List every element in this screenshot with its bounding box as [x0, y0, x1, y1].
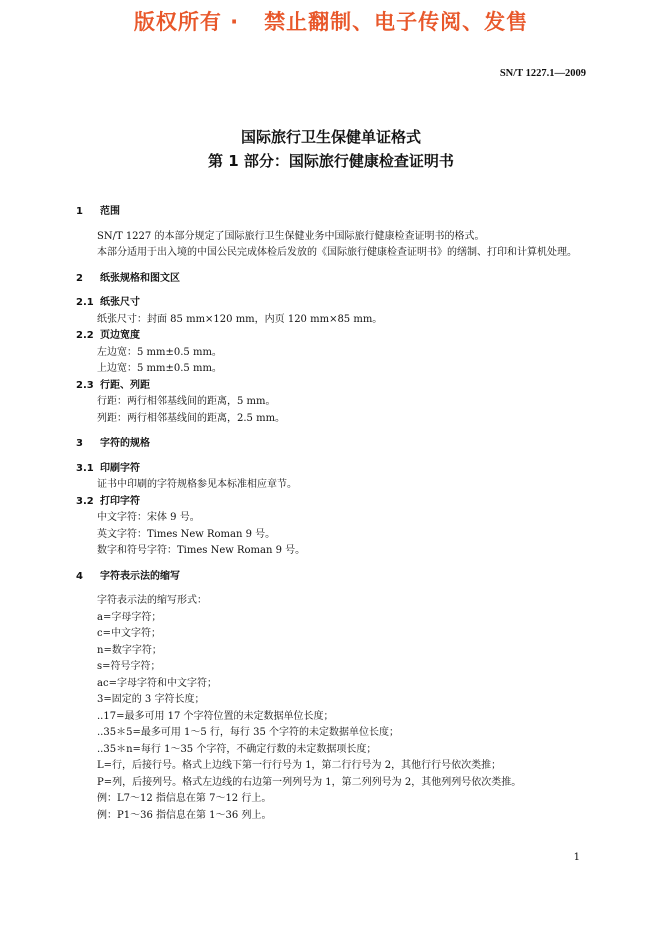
section-1-heading	[76, 204, 596, 221]
text-line: ..17=最多可用 17 个字符位置的未定数据单位长度；	[97, 710, 334, 722]
text-line: 上边宽：5 mm±0.5 mm。	[97, 363, 222, 374]
subsection-title: 页边宽度	[100, 330, 140, 341]
section-number: 1	[76, 206, 83, 217]
text-line: 英文字符：Times New Roman 9 号。	[97, 528, 276, 540]
subsection-number: 2.1	[76, 297, 94, 308]
standard-code: SN/T 1227.1—2009	[499, 68, 586, 79]
subsection-number: 2.3	[76, 379, 94, 391]
subsection-number: 3.1	[76, 462, 94, 474]
text-line: s=符号字符；	[97, 661, 161, 672]
text-line: ..35＊n=每行 1～35 个字符，不确定行数的未定数据项长度；	[97, 743, 377, 755]
section-title: 字符表示法的缩写	[100, 570, 180, 582]
text-line: c=中文字符；	[97, 628, 161, 639]
section-number: 4	[76, 570, 83, 582]
subsection-number: 3.2	[76, 495, 94, 507]
text-line: n=数字字符；	[97, 644, 162, 656]
section-4-heading	[76, 569, 596, 586]
text-line: 证书中印刷的字符规格参见本标准相应章节。	[97, 479, 297, 490]
page-number: 1	[573, 852, 580, 863]
section-number: 3	[76, 438, 83, 449]
paragraph: SN/T 1227 的本部分规定了国际旅行卫生保健业务中国际旅行健康检查证明书的格式。	[97, 230, 485, 242]
text-line: ..35＊5=最多可用 1～5 行，每行 35 个字符的未定数据单位长度；	[97, 727, 399, 738]
text-line: 3=固定的 3 字符长度；	[97, 694, 205, 705]
text-line: ac=字母字符和中文字符；	[97, 677, 217, 689]
text-line: P=列，后接列号。格式左边线的右边第一列列号为 1，第二列列号为 2，其他列列号依次类推。	[97, 776, 522, 788]
text-line: 左边宽：5 mm±0.5 mm。	[97, 346, 222, 358]
section-3-heading	[76, 436, 596, 453]
text-line: 中文字符：宋体 9 号。	[97, 512, 200, 523]
section-number: 2	[76, 272, 83, 284]
subsection-2-3-heading	[76, 378, 596, 395]
subsection-title: 印刷字符	[100, 462, 140, 474]
document-title: 国际旅行卫生保健单证格式	[240, 128, 421, 146]
subsection-number: 2.2	[76, 330, 94, 341]
section-title: 字符的规格	[100, 438, 150, 449]
copyright-watermark: 版权所有 · 禁止翻制、电子传阅、发售	[133, 10, 529, 34]
subsection-title: 行距、列距	[100, 379, 150, 391]
document-subtitle: 第 1 部分：国际旅行健康检查证明书	[208, 152, 454, 170]
section-title: 纸张规格和图文区	[100, 272, 180, 284]
section-2-heading	[76, 271, 596, 288]
text-line: 数字和符号字符：Times New Roman 9 号。	[97, 545, 306, 556]
subsection-2-2-heading	[76, 328, 596, 345]
subsection-2-1-heading	[76, 295, 596, 312]
text-line: L=行，后接行号。格式上边线下第一行行号为 1，第二行行号为 2，其他行行号依次类推；	[97, 760, 502, 771]
text-line: 例：L7～12 指信息在第 7～12 行上。	[97, 793, 272, 804]
paragraph: 本部分适用于出入境的中国公民完成体检后发放的《国际旅行健康检查证明书》的缮制、打印和计算机处理。	[97, 247, 577, 258]
text-line: 例：P1～36 指信息在第 1～36 列上。	[97, 809, 272, 821]
text-line: a=字母字符；	[97, 611, 162, 623]
text-line: 字符表示法的缩写形式：	[97, 595, 207, 606]
document-body	[76, 204, 596, 824]
text-line: 行距：两行相邻基线间的距离，5 mm。	[97, 396, 276, 407]
text-line: 纸张尺寸：封面 85 mm×120 mm，内页 120 mm×85 mm。	[97, 313, 383, 325]
section-title: 范围	[100, 206, 120, 217]
text-line: 列距：两行相邻基线间的距离，2.5 mm。	[97, 412, 286, 424]
subsection-3-1-heading	[76, 461, 596, 478]
subsection-title: 打印字符	[100, 495, 140, 507]
subsection-title: 纸张尺寸	[100, 297, 140, 308]
subsection-3-2-heading	[76, 494, 596, 511]
